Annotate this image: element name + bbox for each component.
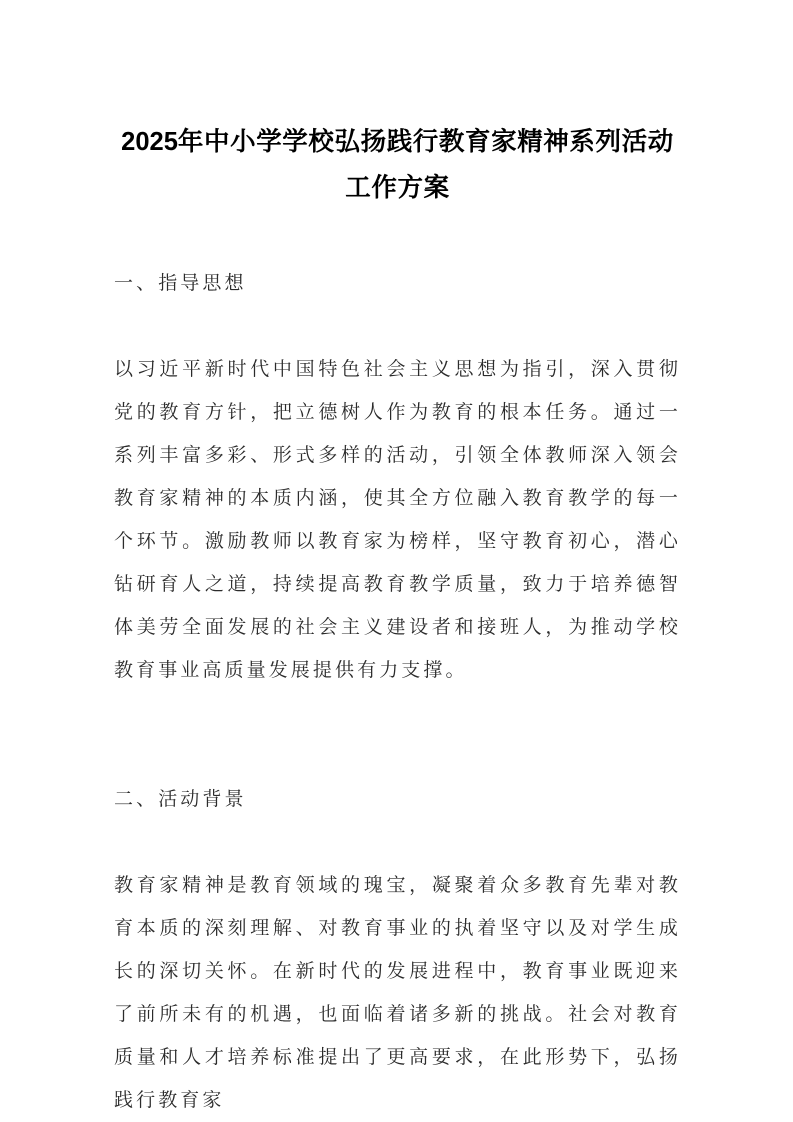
document-content-column	[114, 0, 681, 1122]
title-year: 2025	[121, 128, 178, 156]
section-heading-2: 二、活动背景	[114, 789, 247, 810]
section-paragraph-2: 教育家精神是教育领域的瑰宝，凝聚着众多教育先辈对教育本质的深刻理解、对教育事业的执着坚守以及对学生成长的深切关怀。在新时代的发展进程中，教育事业既迎来了前所未有的机遇，也面临着诸多新的挑战。社会对教育质量和人才培养标准提出了更高要求，在此形势下，弘扬践行教育家	[114, 875, 681, 1111]
heading-body-spacer-1	[114, 305, 681, 348]
section-spacer-1	[114, 692, 681, 778]
heading-body-spacer-2	[114, 821, 681, 864]
section-heading-1: 一、指导思想	[114, 273, 247, 294]
title-text: 年中小学学校弘扬践行教育家精神系	[177, 127, 596, 156]
title-spacer	[114, 210, 681, 262]
page-title	[114, 0, 681, 210]
title-text-line2: 列活动工作方案	[345, 127, 674, 202]
section-paragraph-1: 以习近平新时代中国特色社会主义思想为指引，深入贯彻党的教育方针，把立德树人作为教育的根本任务。通过一系列丰富多彩、形式多样的活动，引领全体教师深入领会教育家精神的本质内涵，使其全方位融入教育教学的每一个环节。激励教师以教育家为榜样，坚守教育初心，潜心钻研育人之道，持续提高教育教学质量，致力于培养德智体美劳全面发展的社会主义建设者和接班人，为推动学校教育事业高质量发展提供有力支撑。	[114, 359, 681, 681]
